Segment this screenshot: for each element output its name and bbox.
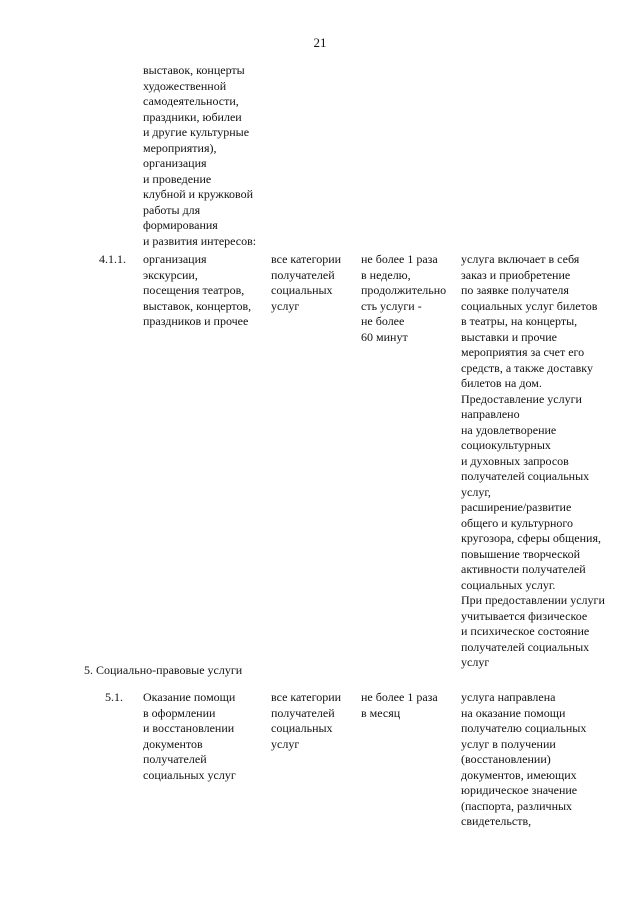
text-line: формирования bbox=[143, 218, 218, 232]
text-line: в оформлении bbox=[143, 705, 216, 720]
text-line: социальных услуг билетов bbox=[461, 298, 598, 313]
text-line: получателей bbox=[271, 705, 335, 720]
text-line: получателей bbox=[143, 752, 207, 766]
text-line: услуг в получении bbox=[461, 736, 556, 751]
text-line: услуга включает в себя bbox=[461, 252, 580, 266]
recipients-cell bbox=[271, 690, 341, 752]
text-line: праздники, юбилеи bbox=[143, 109, 242, 124]
text-line: свидетельств, bbox=[461, 814, 532, 828]
text-line: мероприятия за счет его bbox=[461, 345, 585, 359]
text-line: и проведение bbox=[143, 171, 212, 186]
text-line: активности получателей bbox=[461, 562, 586, 576]
continued-service-name bbox=[143, 63, 256, 249]
text-line: общего и культурного bbox=[461, 515, 573, 530]
text-line: средств, а также доставку bbox=[461, 360, 593, 375]
text-line: самодеятельности, bbox=[143, 94, 239, 108]
text-line: праздников и прочее bbox=[143, 314, 249, 328]
text-line: социальных услуг. bbox=[461, 577, 556, 592]
text-line: сть услуги - bbox=[361, 298, 422, 313]
text-line: по заявке получателя bbox=[461, 283, 569, 297]
text-line: клубной и кружковой bbox=[143, 187, 254, 201]
text-line: билетов на дом. bbox=[461, 376, 542, 390]
text-line: юридическое значение bbox=[461, 783, 578, 797]
text-line: получателю социальных bbox=[461, 721, 587, 735]
text-line: все категории bbox=[271, 690, 342, 704]
text-line: на удовлетворение bbox=[461, 422, 557, 437]
text-line: получателей социальных bbox=[461, 639, 590, 654]
row-number: 4.1.1. bbox=[99, 252, 126, 266]
text-line: организация bbox=[143, 156, 207, 170]
frequency-cell bbox=[361, 690, 438, 721]
text-line: мероприятия), bbox=[143, 140, 217, 155]
description-cell bbox=[461, 252, 605, 671]
text-line: и развития интересов: bbox=[143, 233, 257, 248]
text-line: документов, имеющих bbox=[461, 767, 577, 782]
text-line: продолжительно bbox=[361, 283, 447, 297]
text-line: все категории bbox=[271, 252, 342, 266]
recipients-cell bbox=[271, 252, 341, 314]
text-line: Предоставление услуги bbox=[461, 391, 582, 406]
text-line: выставок, концерты bbox=[143, 63, 245, 77]
text-line: и духовных запросов bbox=[461, 453, 569, 468]
text-line: организация bbox=[143, 252, 207, 266]
text-line: услуг, bbox=[461, 484, 491, 499]
text-line: получателей bbox=[271, 267, 335, 282]
text-line: не более 1 раза bbox=[361, 690, 438, 704]
text-line: повышение творческой bbox=[461, 546, 581, 561]
text-line: в театры, на концерты, bbox=[461, 314, 578, 328]
text-line: не более 1 раза bbox=[361, 252, 438, 266]
text-line: заказ и приобретение bbox=[461, 267, 571, 282]
text-line: услуг bbox=[271, 736, 300, 751]
text-line: учитывается физическое bbox=[461, 608, 588, 623]
text-line: выставок, концертов, bbox=[143, 298, 252, 313]
service-name bbox=[143, 252, 251, 330]
text-line: экскурсии, bbox=[143, 267, 198, 282]
text-line: получателей социальных bbox=[461, 469, 590, 483]
text-line: социальных bbox=[271, 283, 333, 297]
text-line: кругозора, сферы общения, bbox=[461, 531, 601, 545]
text-line: и восстановлении bbox=[143, 721, 235, 735]
text-line: не более bbox=[361, 314, 405, 328]
text-line: социальных bbox=[271, 721, 333, 735]
text-line: Оказание помощи bbox=[143, 690, 236, 704]
text-line: работы для bbox=[143, 202, 201, 217]
text-line: выставки и прочие bbox=[461, 329, 558, 344]
text-line: посещения театров, bbox=[143, 283, 245, 297]
row-number: 5.1. bbox=[105, 690, 123, 704]
service-name bbox=[143, 690, 236, 783]
page-number: 21 bbox=[313, 35, 327, 50]
description-cell bbox=[461, 690, 586, 830]
text-line: услуга направлена bbox=[461, 690, 556, 704]
text-line: 60 минут bbox=[361, 329, 408, 344]
text-line: услуг bbox=[271, 298, 300, 313]
text-line: направлено bbox=[461, 407, 520, 421]
text-line: услуг bbox=[461, 655, 490, 669]
text-line: в месяц bbox=[361, 705, 401, 720]
section-heading: 5. Социально-правовые услуги bbox=[84, 663, 243, 677]
text-line: социальных услуг bbox=[143, 767, 236, 782]
frequency-cell bbox=[361, 252, 446, 345]
text-line: и психическое состояние bbox=[461, 624, 590, 638]
text-line: на оказание помощи bbox=[461, 705, 566, 720]
text-line: и другие культурные bbox=[143, 125, 250, 139]
text-line: расширение/развитие bbox=[461, 500, 572, 514]
text-line: художественной bbox=[143, 78, 227, 93]
text-line: социокультурных bbox=[461, 438, 551, 452]
text-line: документов bbox=[143, 736, 203, 751]
text-line: (восстановлении) bbox=[461, 752, 551, 766]
text-line: При предоставлении услуги bbox=[461, 593, 605, 607]
text-line: в неделю, bbox=[361, 267, 411, 282]
text-line: (паспорта, различных bbox=[461, 798, 573, 813]
